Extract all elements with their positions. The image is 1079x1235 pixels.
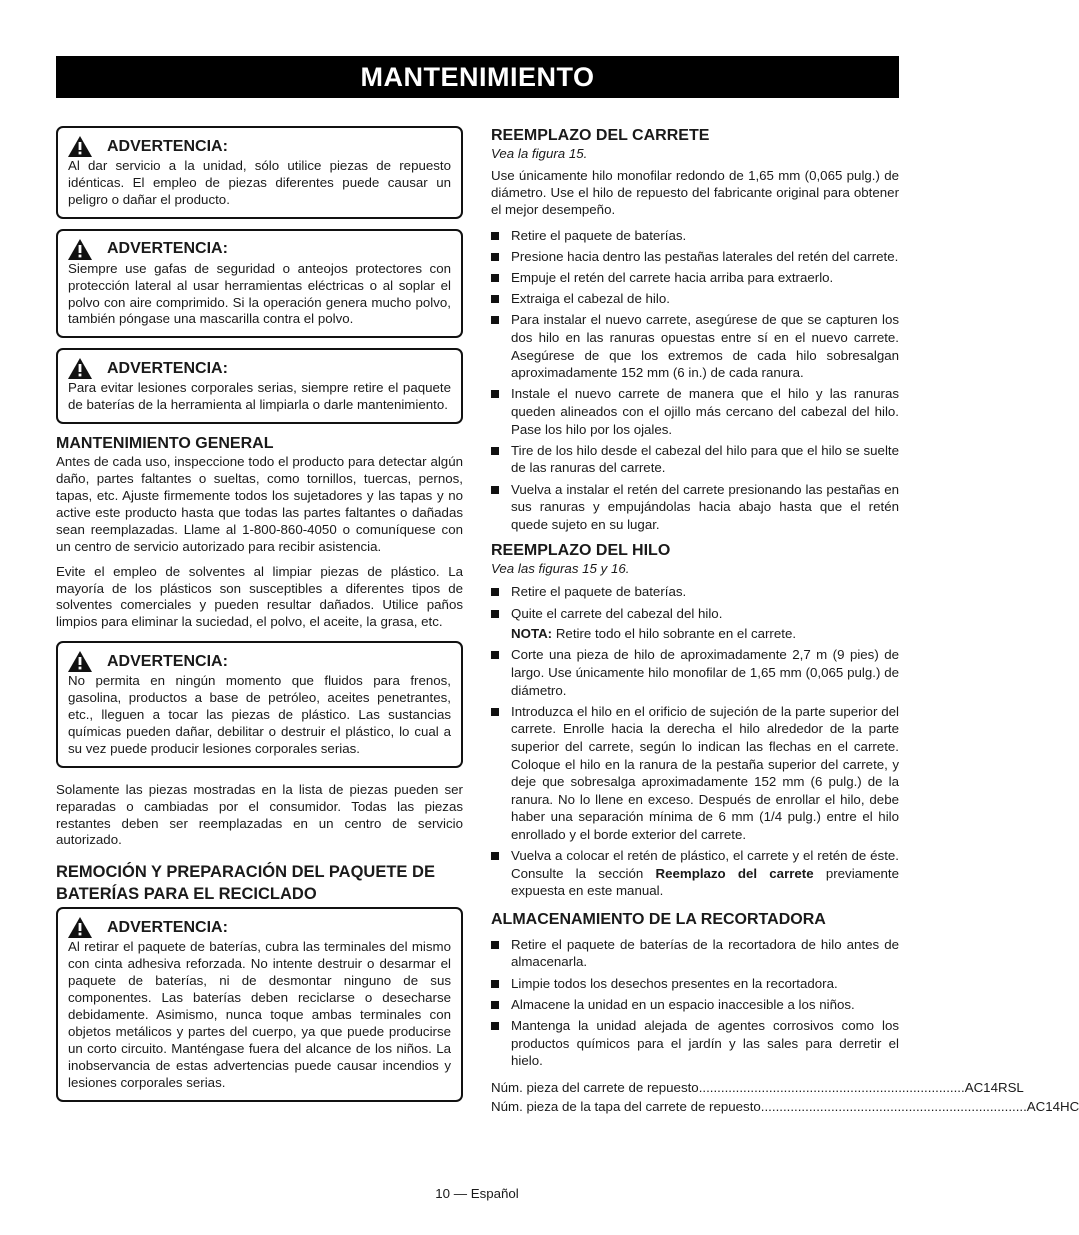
square-bullet-icon [491,316,499,324]
square-bullet-icon [491,1022,499,1030]
square-bullet-icon [491,447,499,455]
section-heading-recycle: REMOCIÓN Y PREPARACIÓN DEL PAQUETE DE BATERÍAS PARA EL RECICLADO [56,863,435,904]
square-bullet-icon [491,941,499,949]
warning-heading: ADVERTENCIA: [107,137,228,155]
hilo-steps-a [491,583,899,622]
section-heading-almacen: ALMACENAMIENTO DE LA RECORTADORA [491,910,826,928]
page-footer: 10 — Español [435,1186,519,1201]
list-item: Empuje el retén del carrete hacia arriba para extraerlo. [491,269,899,287]
square-bullet-icon [491,253,499,261]
part-number-row: Núm. pieza de la tapa del carrete de repuesto ........................................................................ AC14HC [491,1098,1079,1114]
section-heading-general: MANTENIMIENTO GENERAL [56,435,274,453]
list-item: Vuelva a instalar el retén del carrete presionando las pestañas en sus ranuras y empujándolas hacia abajo hasta que el retén quede sujeto en su lugar. [491,481,899,534]
list-item: Extraiga el cabezal de hilo. [491,290,899,308]
list-item: Presione hacia dentro las pestañas laterales del retén del carrete. [491,248,899,266]
square-bullet-icon [491,232,499,240]
warning-text: Al retirar el paquete de baterías, cubra las terminales del mismo con cinta adhesiva reforzada. No intente destruir o desarmar el paquete de baterías, ni de desmontar ninguno de sus componentes. Las baterías deben reciclarse o desecharse debidamente. Asimismo, nunca toque ambas terminales con objetos metálicos y partes del cuerpo, ya que puede producirse un corto circuito. Manténgase fuera del alcance de los niños. La inobservancia de estas advertencias puede causar incendios y lesiones corporales serias. [68,939,451,1090]
left-column [56,126,463,1112]
list-item: Retire el paquete de baterías. [491,227,899,245]
warning-text: Siempre use gafas de seguridad o anteojos protectores con protección lateral al usar herramientas eléctricas o al soplar el polvo con aire comprimido. Si la operación genera mucho polvo, también póngase una mascarilla contra el polvo. [68,260,451,327]
note-text: Retire todo el hilo sobrante en el carrete. [552,625,797,641]
page-title: MANTENIMIENTO [56,56,899,98]
list-item: Almacene la unidad en un espacio inaccesible a los niños. [491,996,899,1014]
general-paragraph-2: Evite el empleo de solventes al limpiar piezas de plástico. La mayoría de los plásticos son susceptibles a diferentes tipos de solventes comerciales y pueden resultar dañados. Utilice paños limpios para eliminar la suciedad, el polvo, el aceite, la grasa, etc. [56,563,463,630]
list-item: Instale el nuevo carrete de manera que el hilo y las ranuras queden alineados con el ojillo más cercano del cabezal del hilo. Pase los hilo por los ojales. [491,385,899,438]
warning-triangle-icon [68,651,92,672]
warning-box-parts [56,126,463,219]
warning-triangle-icon [68,136,92,157]
hilo-steps-b [491,646,899,900]
list-item: Vuelva a colocar el retén de plástico, el carrete y el retén de éste. Consulte la sección Reemplazo del carrete previamente expuesta en este manual. [491,847,899,900]
square-bullet-icon [491,486,499,494]
warning-box-battery-recycle [56,907,463,1101]
square-bullet-icon [491,274,499,282]
warning-triangle-icon [68,239,92,260]
warning-box-battery-removal [56,348,463,424]
list-item: Limpie todos los desechos presentes en la recortadora. [491,975,899,993]
list-item: Corte una pieza de hilo de aproximadamente 2,7 m (9 pies) de largo. Use únicamente hilo monofilar de 1,65 mm (0,065 pulg.) de diámetro. [491,646,899,699]
warning-box-goggles [56,229,463,339]
warning-text: Para evitar lesiones corporales serias, siempre retire el paquete de baterías de la herramienta al limpiarla o darle mantenimiento. [68,380,451,413]
section-heading-hilo: REEMPLAZO DEL HILO [491,542,671,560]
note [491,625,899,643]
square-bullet-icon [491,390,499,398]
square-bullet-icon [491,980,499,988]
warning-triangle-icon [68,917,92,938]
warning-triangle-icon [68,358,92,379]
list-item: Mantenga la unidad alejada de agentes corrosivos como los productos químicos para el jardín y las sales para derretir el hielo. [491,1017,899,1070]
warning-text: No permita en ningún momento que fluidos para frenos, gasolina, productos a base de petróleo, aceites penetrantes, etc., lleguen a tocar las piezas de plástico. Las sustancias químicas pueden dañar, debilitar o destruir el plástico, lo cual a su vez puede producir lesiones corporales serias. [68,673,451,756]
list-item: Quite el carrete del cabezal del hilo. [491,605,899,623]
carrete-intro: Use únicamente hilo monofilar redondo de 1,65 mm (0,065 pulg.) de diámetro. Use el hilo de repuesto del fabricante original para obtener el mejor desempeño. [491,168,899,217]
part-numbers [491,1078,1079,1116]
square-bullet-icon [491,708,499,716]
part-number-row: Núm. pieza del carrete de repuesto ........................................................................ AC14RSL [491,1079,1024,1095]
almacen-steps [491,936,899,1070]
parts-paragraph: Solamente las piezas mostradas en la lista de piezas pueden ser reparadas o cambiadas por el consumidor. Todas las piezas restantes deben ser reemplazadas en un centro de servicio autorizado. [56,781,463,848]
note-label: NOTA: [511,625,553,641]
square-bullet-icon [491,588,499,596]
warning-text: Al dar servicio a la unidad, sólo utilice piezas de repuesto idénticas. El empleo de piezas diferentes puede causar un peligro o dañar el producto. [68,158,451,207]
warning-heading: ADVERTENCIA: [107,359,228,377]
general-paragraph-1: Antes de cada uso, inspeccione todo el producto para detectar algún daño, partes faltantes o sueltas, como tornillos, tuercas, pernos, tapas, etc. Ajuste firmemente todos los sujetadores y las tapas y no active este producto hasta que todas las partes faltantes o dañadas sean reemplazadas. Llame al 1-800-860-4050 o comuníquese con un centro de servicio autorizado para recibir asistencia. [56,454,463,554]
list-item: Para instalar el nuevo carrete, asegúrese de que se capturen los dos hilo en las ranuras opuestas entre sí en el nuevo carrete. Asegúrese de que los extremos de cada hilo sobresalgan aproximadamente 152 mm (6 in.) de cada ranura. [491,311,899,381]
square-bullet-icon [491,610,499,618]
list-item: Retire el paquete de baterías de la recortadora de hilo antes de almacenarla. [491,936,899,971]
carrete-steps [491,227,899,534]
section-heading-carrete: REEMPLAZO DEL CARRETE [491,127,710,144]
list-item: Introduzca el hilo en el orificio de sujeción de la parte superior del carrete. Enrolle hacia la derecha el hilo alrededor de la parte superior del carrete, según lo indican las flechas en el carrete. Coloque el hilo en la ranura de la pestaña superior del carrete, y deje que sobresalga aproximadamente 152 mm (6 pulg.) de la ranura. No lo llene en exceso. Después de enrollar el hilo, debe haber una separación mínima de 6 mm (1/4 pulg.) entre el hilo enrollado y el borde exterior del carrete. [491,703,899,844]
figure-reference: Vea la figura 15. [491,146,588,161]
square-bullet-icon [491,295,499,303]
list-item: Tire de los hilo desde el cabezal del hilo para que el hilo se suelte de las ranuras del carrete. [491,442,899,477]
warning-heading: ADVERTENCIA: [107,918,228,936]
warning-heading: ADVERTENCIA: [107,240,228,258]
figure-reference: Vea las figuras 15 y 16. [491,561,630,577]
right-column [491,126,1079,1116]
warning-heading: ADVERTENCIA: [107,652,228,670]
square-bullet-icon [491,1001,499,1009]
warning-box-fluids [56,641,463,768]
list-item: Retire el paquete de baterías. [491,583,899,601]
square-bullet-icon [491,852,499,860]
square-bullet-icon [491,651,499,659]
